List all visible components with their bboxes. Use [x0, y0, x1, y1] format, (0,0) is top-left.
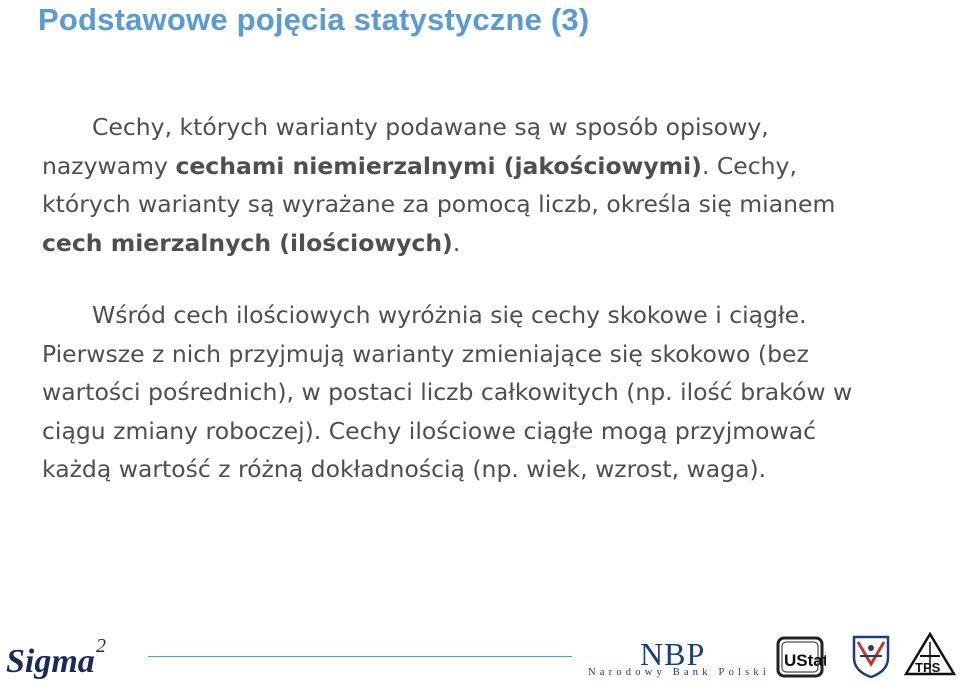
text-line: których warianty są wyrażane za pomocą liczb, określa się mianem	[42, 190, 836, 218]
text-fragment: .	[452, 228, 461, 257]
text-line: Wśród cech ilościowych wyróżnia się cechy skokowe i ciągłe.	[92, 301, 807, 329]
paragraph-discrete-continuous	[42, 296, 942, 489]
text-line: Cechy, których warianty podawane są w sposób opisowy,	[92, 113, 769, 141]
text-line: każdą wartość z różną dokładnością (np. wiek, wzrost, waga).	[42, 455, 767, 483]
tps-logo-text: TPS	[915, 660, 941, 675]
text-line	[42, 147, 942, 186]
text-line: wartości pośrednich), w postaci liczb całkowitych (np. ilość braków w	[42, 378, 853, 406]
text-line: ciągu zmiany roboczej). Cechy ilościowe ciągłe mogą przyjmować	[42, 416, 817, 445]
ustat-logo	[776, 636, 826, 678]
nbp-logo	[588, 636, 770, 680]
text-fragment: . Cechy,	[701, 151, 797, 180]
nbp-name: Narodowy Bank Polski	[588, 667, 770, 678]
slide-title: Podstawowe pojęcia statystyczne (3)	[38, 2, 590, 37]
sigma-logo-text: Sigma	[6, 643, 95, 680]
term-qualitative: cechami niemierzalnymi (jakościowymi)	[175, 151, 702, 180]
text-line: Pierwsze z nich przyjmują warianty zmieniające się skokowo (bez	[42, 339, 809, 368]
sigma-logo-superscript: 2	[96, 635, 106, 657]
nbp-abbrev: NBP	[640, 636, 706, 672]
sigma-logo	[4, 632, 112, 680]
text-line	[42, 224, 942, 263]
term-quantitative: cech mierzalnych (ilościowych)	[42, 228, 453, 257]
paragraph-qualitative-features	[42, 108, 942, 262]
tps-logo	[902, 632, 958, 678]
ustat-logo-text: UStat	[784, 651, 826, 670]
text-fragment: nazywamy	[42, 151, 176, 180]
footer-divider	[148, 656, 572, 657]
university-shield-icon	[852, 634, 890, 678]
